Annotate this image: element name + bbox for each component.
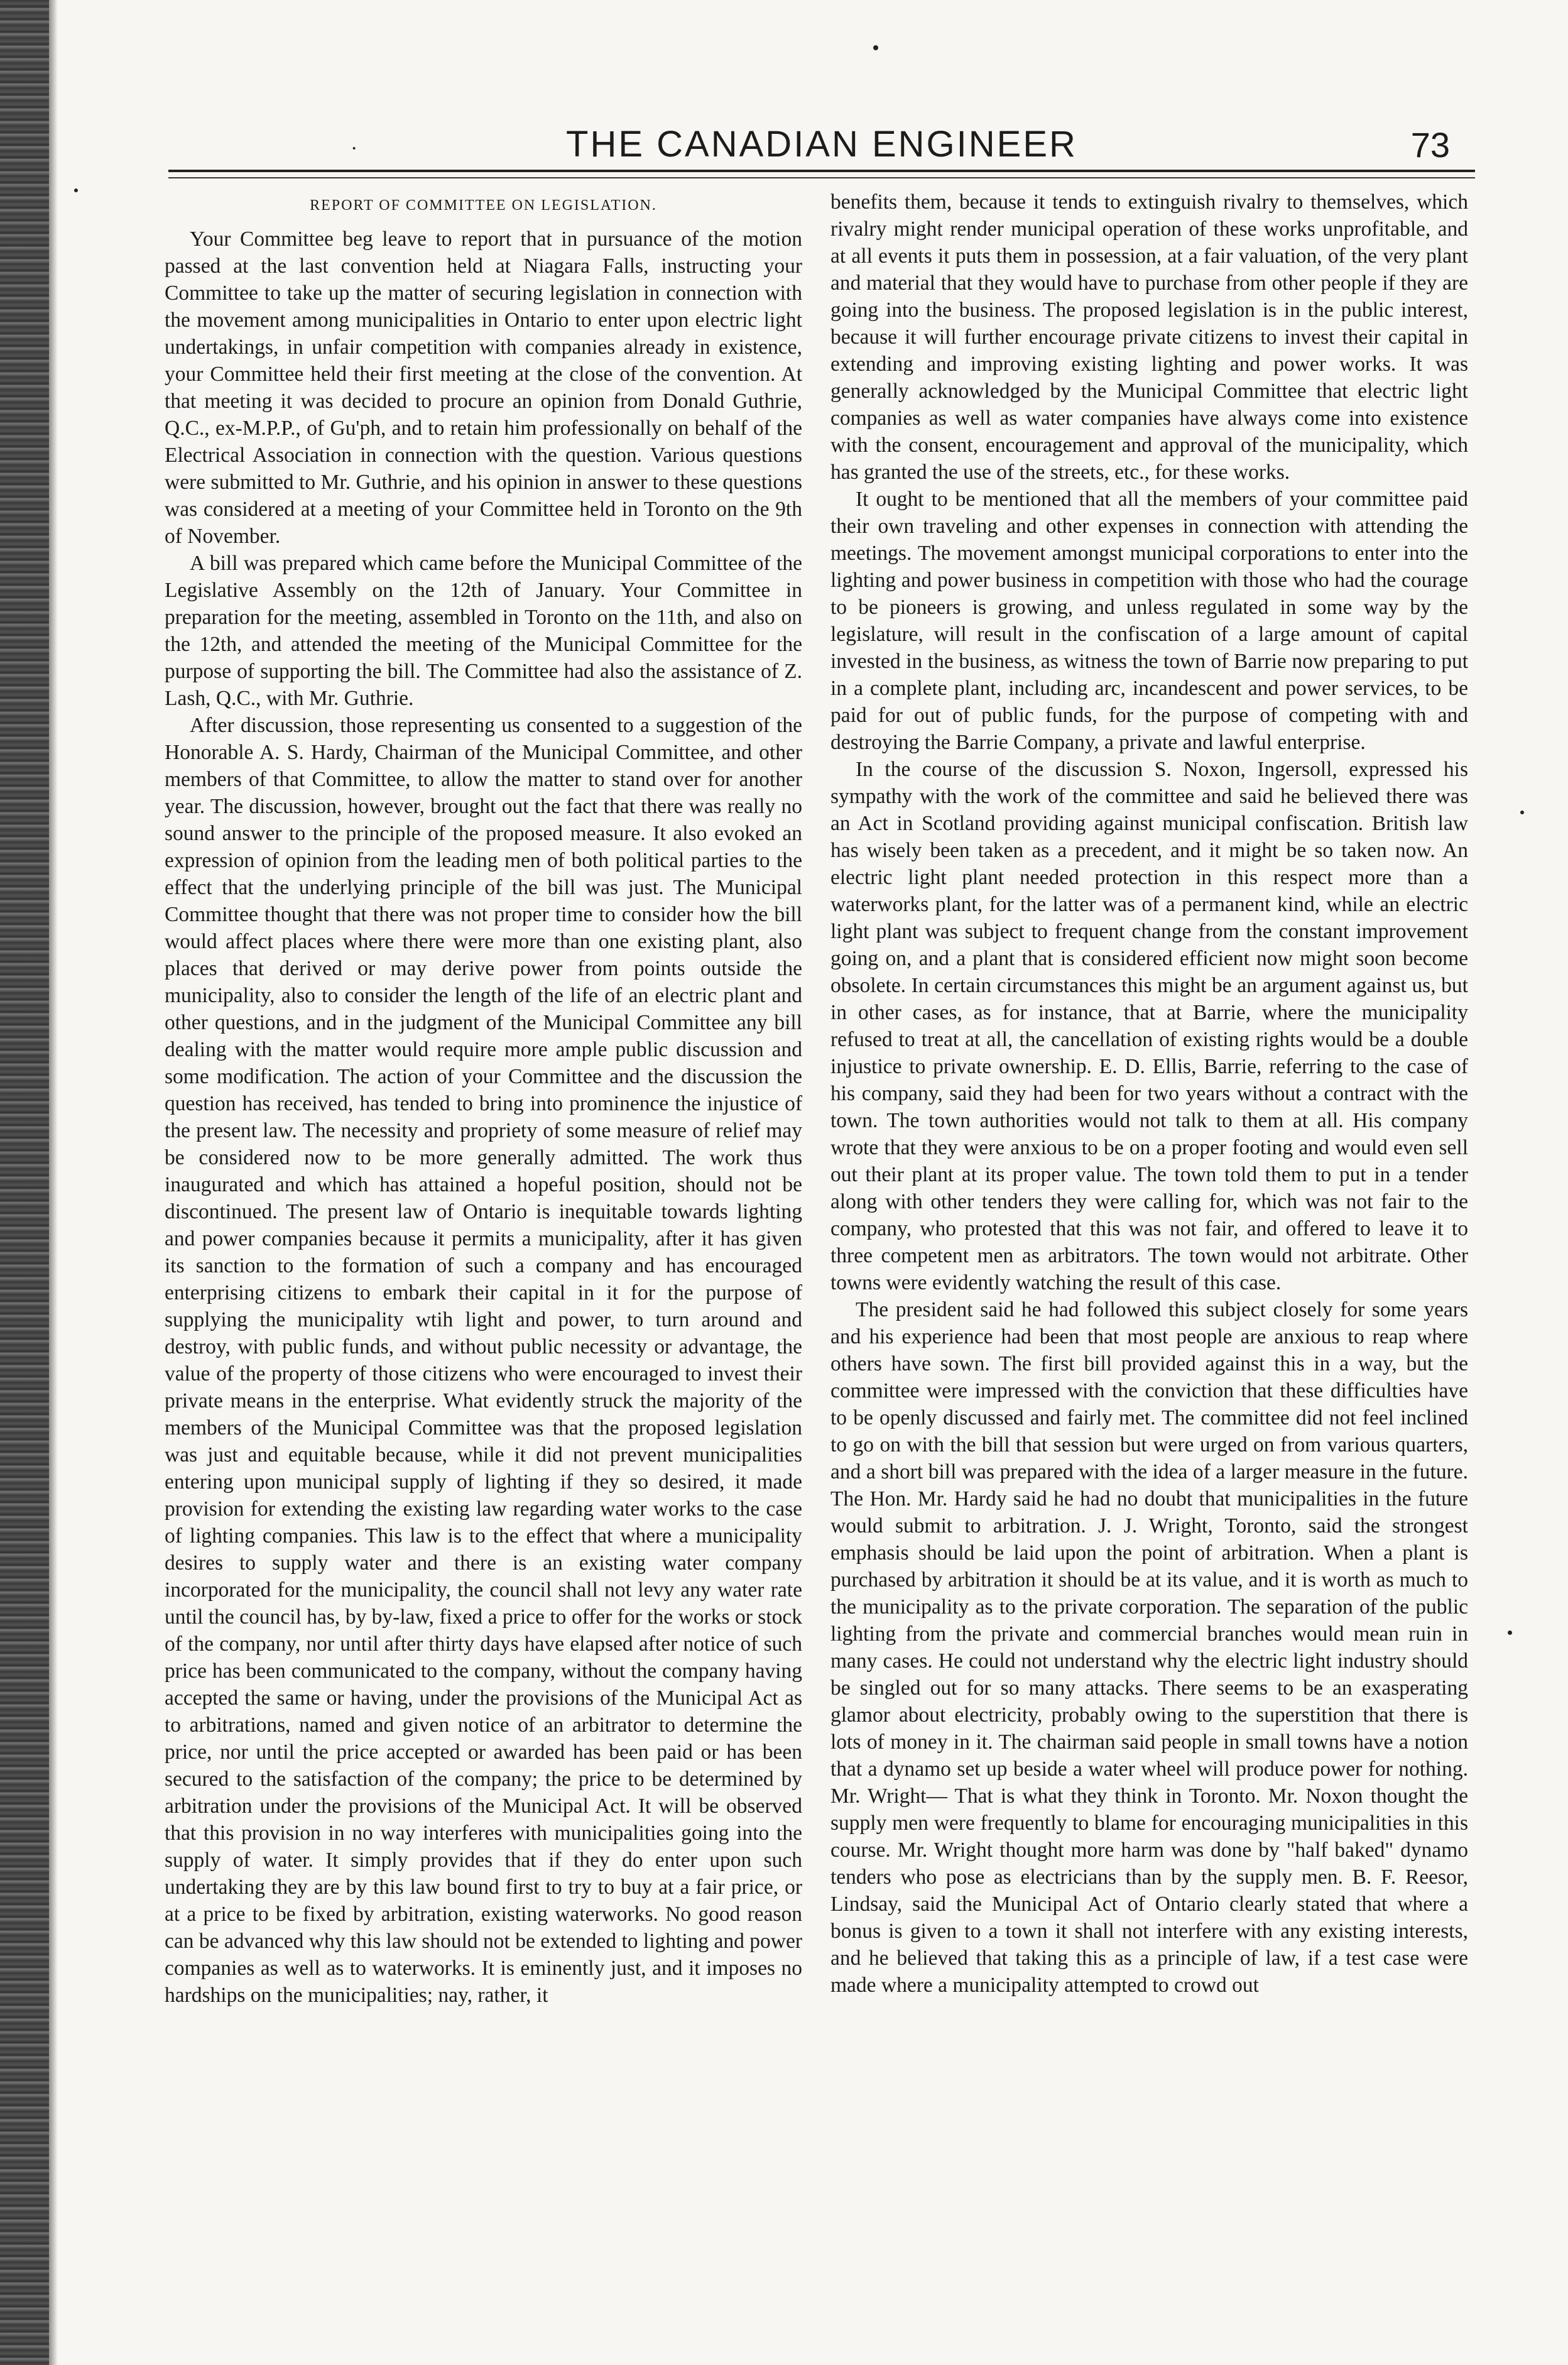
paragraph: It ought to be mentioned that all the members of your committee paid their own traveling and other expenses in connection with attending the meetings. The movement amongst municipal corporations to enter into the lighting and power business in competition with those who had the courage to be pioneers is growing, and unless regulated in some way by the legislature, will result in the confiscation of a large amount of capital invested in the business, as witness the town of Barrie now preparing to put in a complete plant, including arc, incandescent and power services, to be paid for out of public funds, for the purpose of competing with and destroying the Barrie Company, a private and lawful enterprise. (830, 488, 1468, 754)
page-number: 73 (1410, 125, 1450, 165)
right-column (830, 188, 1468, 2337)
paragraph: Your Committee beg leave to report that in pursuance of the motion passed at the last convention held at Niagara Falls, instructing your Committee to take up the matter of securing legislation in connection with the movement among municipalities in Ontario to enter upon electric light undertakings, in unfair competition with companies already in existence, your Committee held their first meeting at the close of the convention. At that meeting it was decided to procure an opinion from Donald Guthrie, Q.C., ex-M.P.P., of Gu'ph, and to retain him professionally on behalf of the Electrical Association in connection with the question. Various questions were submitted to Mr. Guthrie, and his opinion in answer to these questions was considered at a meeting of your Committee held in Toronto on the 9th of November. (165, 227, 802, 548)
book-binding-edge (0, 0, 49, 2365)
scan-speck (873, 45, 878, 50)
scan-speck (74, 188, 78, 192)
header-rule-thick (168, 170, 1475, 172)
paragraph: benefits them, because it tends to extinguish rivalry to themselves, which rivalry might render municipal operation of these works unprofitable, and at all events it puts them in possession, at a fair valuation, of the very plant and material that they would have to purchase from other people if they are going into the business. The proposed legislation is in the public interest, because it will further encourage private citizens to invest their capital in extending and improving existing lighting and power works. It was generally acknowledged by the Municipal Committee that electric light companies as well as water companies have always come into existence with the consent, encouragement and approval of the municipality, which has granted the use of the streets, etc., for these works. (830, 190, 1468, 484)
scan-speck (1520, 811, 1524, 814)
binding-shadow (49, 0, 58, 2365)
header-dot: · (351, 137, 358, 160)
paragraph: A bill was prepared which came before the Municipal Committee of the Legislative Assembly on the 12th of January. Your Committee in preparation for the meeting, assembled in Toronto on the 11th, and also on the 12th, and attended the meeting of the Municipal Committee for the purpose of supporting the bill. The Committee had also the assistance of Z. Lash, Q.C., with Mr. Guthrie. (165, 552, 802, 710)
header-rule-thin (168, 177, 1475, 178)
page-header (168, 119, 1475, 170)
paragraph: The president said he had followed this subject closely for some years and his experience had been that most people are anxious to reap where others have sown. The first bill provided against this in a way, but the committee were impressed with the conviction that these difficulties have to be openly discussed and fairly met. The committee did not feel inclined to go on with the bill that session but were urged on from various quarters, and a short bill was prepared with the idea of a larger measure in the future. The Hon. Mr. Hardy said he had no doubt that municipalities in the future would submit to arbitration. J. J. Wright, Toronto, said the strongest emphasis should be laid upon the point of arbitration. When a plant is purchased by arbitration it should be at its value, and it is worth as much to the municipality as to the private corporation. The separation of the public lighting from the private and commercial branches would mean ruin in many cases. He could not understand why the electric light industry should be singled out for so many attacks. There seems to be an exasperating glamor about electricity, probably owing to the superstition that there is lots of money in it. The chairman said people in small towns have a notion that a dynamo set up beside a water wheel will produce power for nothing. Mr. Wright— That is what they think in Toronto. Mr. Noxon thought the supply men were frequently to blame for encouraging municipalities in this course. Mr. Wright thought more harm was done by "half baked" dynamo tenders who pose as electricians than by the supply men. B. F. Reesor, Lindsay, said the Municipal Act of Ontario clearly stated that where a bonus is given to a town it shall not interfere with any existing interests, and he believed that taking this as a principle of law, if a test case were made where a municipality attempted to crowd out (830, 1298, 1468, 1997)
section-heading: REPORT OF COMMITTEE ON LEGISLATION. (310, 197, 657, 214)
journal-title: THE CANADIAN ENGINEER (566, 124, 1077, 165)
left-column (165, 188, 802, 2337)
paragraph: After discussion, those representing us consented to a suggestion of the Honorable A. S. Hardy, Chairman of the Municipal Committee, and other members of that Committee, to allow the matter to stand over for another year. The discussion, however, brought out the fact that there was really no sound answer to the principle of the proposed measure. It also evoked an expression of opinion from the leading men of both political parties to the effect that the underlying principle of the bill was just. The Municipal Committee thought that there was not proper time to consider how the bill would affect places where there were more than one existing plant, also places that derived or may derive power from points outside the municipality, also to consider the length of the life of an electric plant and other questions, and in the judgment of the Municipal Committee any bill dealing with the matter would require more ample public discussion and some modification. The action of your Committee and the discussion the question has received, has tended to bring into prominence the injustice of the present law. The necessity and propriety of some measure of relief may be considered now to be more generally admitted. The work thus inaugurated and which has attained a hopeful position, should not be discontinued. The present law of Ontario is inequitable towards lighting and power companies because it permits a municipality, after it has given its sanction to the formation of such a company and has encouraged enterprising citizens to embark their capital in it for the purpose of supplying the municipality wtih light and power, to turn around and destroy, with public funds, and without public necessity or advantage, the value of the property of those citizens who were encouraged to invest their private means in the enterprise. What evidently struck the majority of the members of the Municipal Committee was that the proposed legislation was just and equitable because, while it did not prevent municipalities entering upon municipal supply of lighting if they so desired, it made provision for extending the existing law regarding water works to the case of lighting companies. This law is to the effect that where a municipality desires to supply water and there is an existing water company incorporated for the municipality, the council shall not levy any water rate until the council has, by by-law, fixed a price to offer for the works or stock of the company, nor until after thirty days have elapsed after notice of such price has been communicated to the company, without the company having accepted the same or having, under the provisions of the Municipal Act as to arbitrations, named and given notice of an arbitrator to determine the price, nor until the price accepted or awarded has been paid or has been secured to the satisfaction of the company; the price to be determined by arbitration under the provisions of the Municipal Act. It will be observed that this provision in no way interferes with municipalities going into the supply of water. It simply provides that if they do enter upon such undertaking they are by this law bound first to try to buy at a fair price, or at a price to be fixed by arbitration, existing waterworks. No good reason can be advanced why this law should not be extended to lighting and power companies as well as to waterworks. It is eminently just, and it imposes no hardships on the municipalities; nay, rather, it (165, 714, 802, 2007)
paragraph: In the course of the discussion S. Noxon, Ingersoll, expressed his sympathy with the work of the committee and said he believed there was an Act in Scotland providing against municipal confiscation. British law has wisely been taken as a precedent, and it might be so taken now. An electric light plant needed protection in this respect more than a waterworks plant, for the latter was of a permanent kind, while an electric light plant was subject to frequent change from the constant improvement going on, and a plant that is considered efficient now might soon become obsolete. In certain circumstances this might be an argument against us, but in other cases, as for instance, that at Barrie, where the municipality refused to treat at all, the cancellation of existing rights would be a double injustice to private ownership. E. D. Ellis, Barrie, referring to the case of his company, said they had been for two years without a contract with the town. The town authorities would not talk to them at all. His company wrote that they were anxious to be on a proper footing and would even sell out their plant at its proper value. The town told them to put in a tender along with other tenders they were calling for, which was not fair to the company, who protested that this was not fair, and offered to leave it to three competent men as arbitrators. The town would not arbitrate. Other towns were evidently watching the result of this case. (830, 758, 1468, 1294)
scan-speck (1508, 1630, 1512, 1635)
